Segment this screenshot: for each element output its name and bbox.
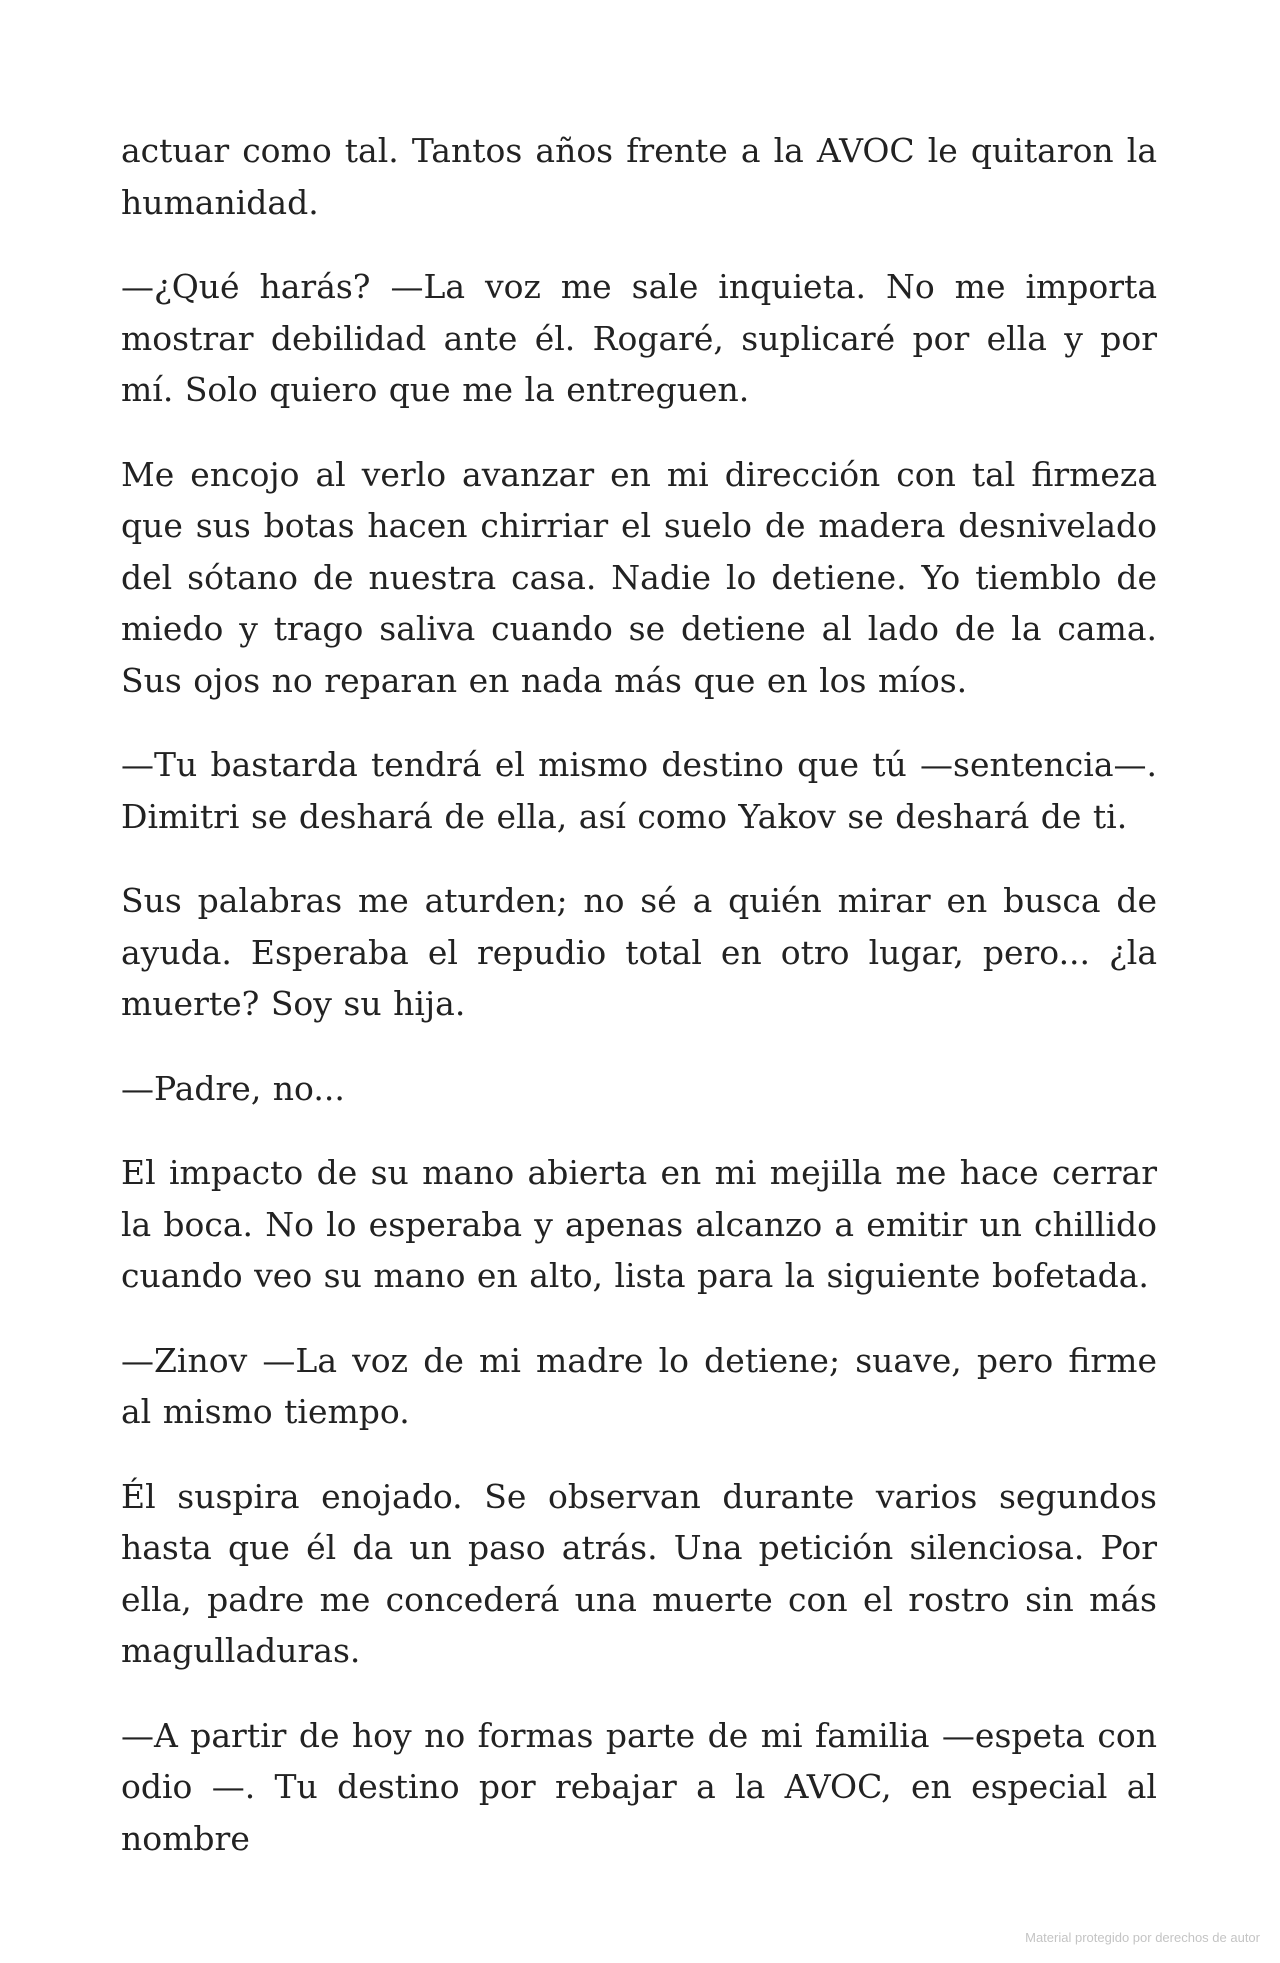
paragraph: Me encojo al verlo avanzar en mi dirección con tal firmeza que sus botas hacen chirriar el suelo de madera desnivelado del sótano de nuestra casa. Nadie lo detiene. Yo tiemblo de miedo y trago saliva cuando se detiene al lado de la cama. Sus ojos no reparan en nada más que en los míos. [121,454,1157,700]
copyright-watermark: Material protegido por derechos de autor [1025,1930,1260,1945]
paragraph: actuar como tal. Tantos años frente a la AVOC le quitaron la humanidad. [121,131,1157,222]
paragraph: El impacto de su mano abierta en mi mejilla me hace cerrar la boca. No lo esperaba y apenas alcanzo a emitir un chillido cuando veo su mano en alto, lista para la siguiente bofetada. [121,1153,1157,1295]
paragraph: —Padre, no... [121,1068,345,1108]
paragraph: —Zinov —La voz de mi madre lo detiene; suave, pero firme al mismo tiempo. [121,1340,1157,1431]
paragraph: —Tu bastarda tendrá el mismo destino que tú —sentencia—. Dimitri se deshará de ella, así como Yakov se deshará de ti. [121,745,1157,836]
book-page [121,125,1157,1897]
paragraph: —A partir de hoy no formas parte de mi familia —espeta con odio —. Tu destino por rebajar a la AVOC, en especial al nombre [121,1715,1157,1858]
paragraph: Él suspira enojado. Se observan durante varios segundos hasta que él da un paso atrás. Una petición silenciosa. Por ella, padre me concederá una muerte con el rostro sin más magulladuras. [121,1476,1157,1670]
paragraph: —¿Qué harás? —La voz me sale inquieta. No me importa mostrar debilidad ante él. Rogaré, suplicaré por ella y por mí. Solo quiero que me la entreguen. [121,267,1157,409]
paragraph: Sus palabras me aturden; no sé a quién mirar en busca de ayuda. Esperaba el repudio total en otro lugar, pero... ¿la muerte? Soy su hija. [121,881,1157,1023]
